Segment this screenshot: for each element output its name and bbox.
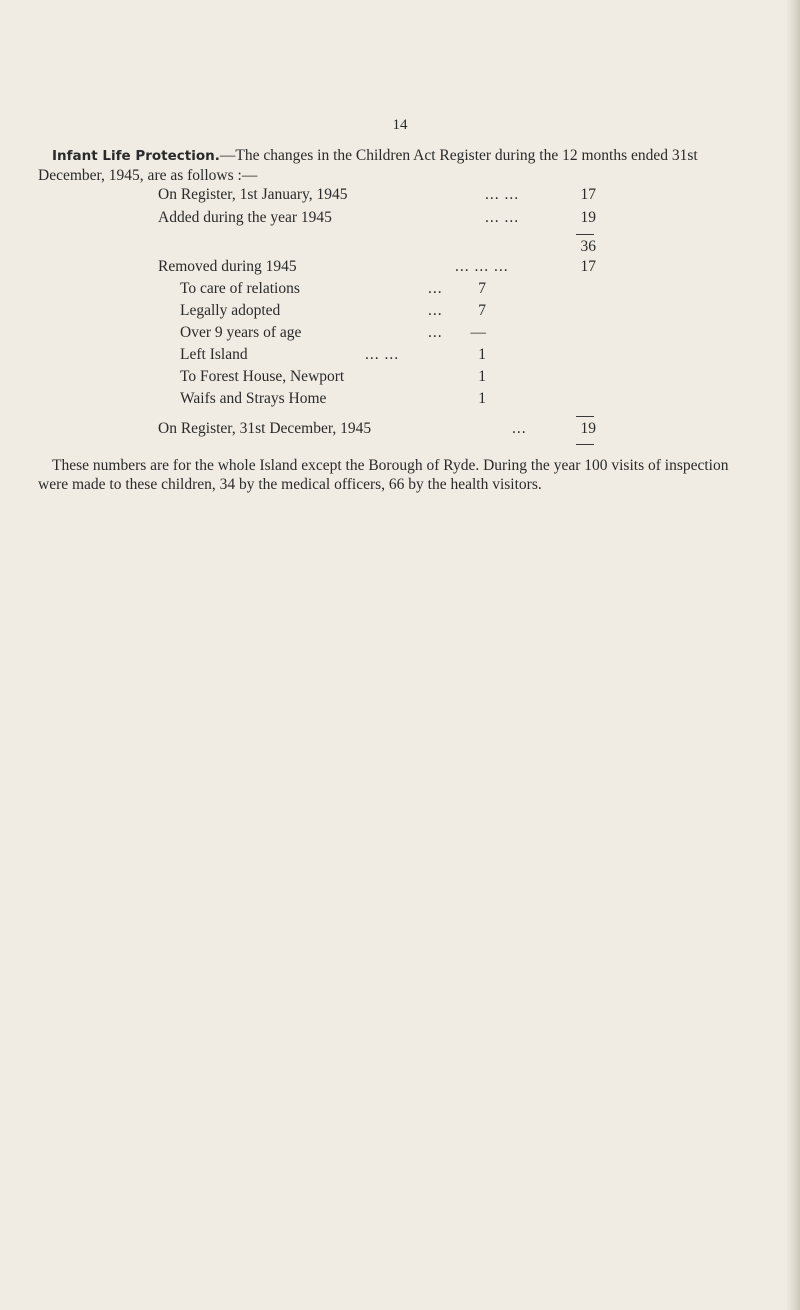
removal-reason-dots: ... [428, 302, 443, 319]
removal-reason-value: 7 [478, 302, 486, 319]
section-heading: Infant Life Protection. [52, 148, 220, 164]
removal-reason-value: — [470, 324, 486, 341]
removal-reason-label: Legally adopted [180, 302, 281, 319]
intro-paragraph [38, 146, 760, 185]
removal-reason-value: 1 [478, 368, 486, 385]
removal-reason-value: 1 [478, 346, 486, 363]
register-added-dots: ... ... [485, 209, 520, 226]
register-closing-label: On Register, 31st December, 1945 [158, 420, 372, 437]
removal-reason-label: Over 9 years of age [180, 324, 302, 341]
register-closing-dots: ... [512, 420, 527, 437]
closing-line-1: These numbers are for the whole Island except the Borough of Ryde. During the year 100 visits of inspection [52, 457, 729, 474]
register-opening-row [0, 185, 800, 205]
removal-reason-label: Waifs and Strays Home [180, 390, 327, 407]
removal-reason-label: To care of relations [180, 280, 300, 297]
page-number: 14 [392, 117, 408, 133]
register-added-row [0, 208, 800, 228]
removal-reason-value: 1 [478, 390, 486, 407]
intro-text-1: —The changes in the Children Act Register during the 12 months ended 31st [219, 147, 698, 164]
removal-reason-dots: ... [428, 280, 443, 297]
register-opening-value: 17 [580, 186, 596, 203]
register-added-value: 19 [580, 209, 596, 226]
closing-rule-top [576, 416, 594, 417]
closing-line-2: were made to these children, 34 by the medical officers, 66 by the health visitors. [38, 476, 542, 493]
register-subtotal-row [0, 237, 800, 257]
register-added-label: Added during the year 1945 [158, 209, 332, 226]
closing-rule-bottom [576, 444, 594, 445]
closing-paragraph [38, 456, 760, 494]
removal-reason-row [0, 345, 800, 365]
removal-reason-row [0, 367, 800, 387]
register-removed-value: 17 [580, 258, 596, 275]
intro-text-2: December, 1945, are as follows :— [38, 167, 258, 184]
removal-reason-row [0, 301, 800, 321]
removal-reason-dots: ... [428, 324, 443, 341]
removal-reason-label: To Forest House, Newport [180, 368, 345, 385]
register-opening-label: On Register, 1st January, 1945 [158, 186, 348, 203]
intro-line-1 [38, 146, 760, 166]
register-closing-value: 19 [580, 420, 596, 437]
removal-reason-row [0, 279, 800, 299]
register-closing-row [0, 419, 800, 439]
removal-reason-row [0, 323, 800, 343]
register-subtotal-value: 36 [580, 238, 596, 255]
removal-reason-dots: ... ... [365, 346, 400, 363]
register-removed-dots: ... ... ... [455, 258, 509, 275]
register-removed-label: Removed during 1945 [158, 258, 297, 275]
removal-reason-value: 7 [478, 280, 486, 297]
subtotal-rule [576, 234, 594, 235]
removal-reason-row [0, 389, 800, 409]
register-removed-row [0, 257, 800, 277]
removal-reason-label: Left Island [180, 346, 248, 363]
register-opening-dots: ... ... [485, 186, 520, 203]
